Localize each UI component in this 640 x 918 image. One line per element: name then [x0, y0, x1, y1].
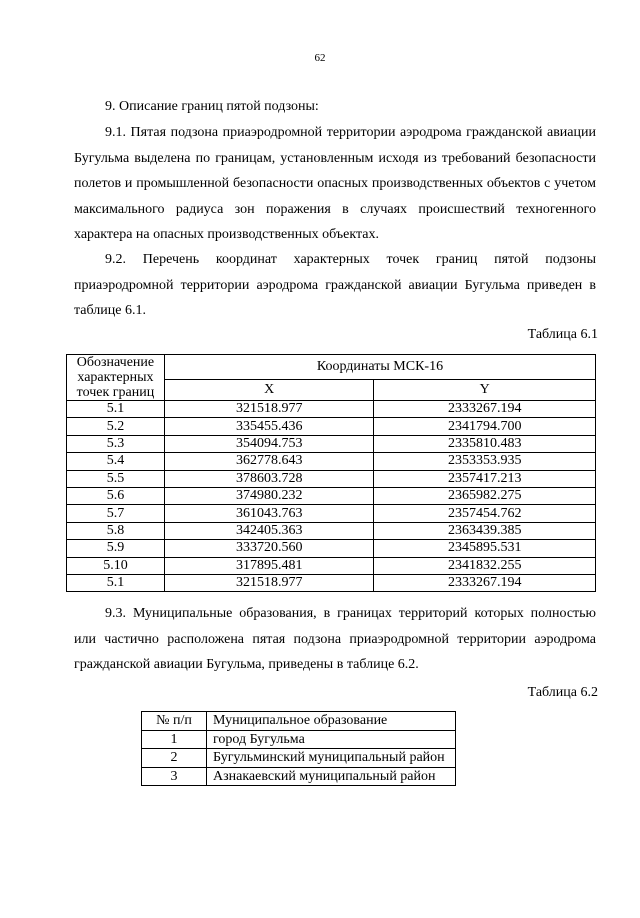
- cell-y: 2335810.483: [374, 435, 596, 452]
- section-heading: 9. Описание границ пятой подзоны:: [105, 99, 319, 114]
- cell-x: 321518.977: [164, 574, 374, 591]
- paragraph-9-2: 9.2. Перечень координат характерных точек границ пятой подзоны приаэродромной территории аэродрома гражданской авиации Бугульма приведен в таблице 6.1.: [74, 252, 596, 318]
- cell-y: 2333267.194: [374, 401, 596, 418]
- cell-y: 2363439.385: [374, 522, 596, 539]
- cell-point: 5.4: [67, 453, 165, 470]
- cell-num: 3: [142, 767, 207, 786]
- cell-x: 354094.753: [164, 435, 374, 452]
- cell-point: 5.8: [67, 522, 165, 539]
- header-num: № п/п: [142, 712, 207, 731]
- cell-point: 5.7: [67, 505, 165, 522]
- cell-point: 5.6: [67, 487, 165, 504]
- table-row: [67, 574, 596, 591]
- table-row: [142, 767, 456, 786]
- cell-x: 317895.481: [164, 557, 374, 574]
- header-x: X: [164, 380, 374, 401]
- cell-num: 1: [142, 730, 207, 749]
- table-row: [67, 470, 596, 487]
- header-municipality: Муниципальное образование: [207, 712, 456, 731]
- cell-point: 5.10: [67, 557, 165, 574]
- cell-x: 342405.363: [164, 522, 374, 539]
- cell-y: 2341794.700: [374, 418, 596, 435]
- table-row: [67, 418, 596, 435]
- table2-caption: Таблица 6.2: [527, 685, 598, 700]
- cell-y: 2357454.762: [374, 505, 596, 522]
- cell-y: 2345895.531: [374, 540, 596, 557]
- cell-x: 321518.977: [164, 401, 374, 418]
- table-row: [142, 749, 456, 768]
- table-row: [67, 557, 596, 574]
- cell-x: 335455.436: [164, 418, 374, 435]
- cell-point: 5.1: [67, 401, 165, 418]
- cell-x: 374980.232: [164, 487, 374, 504]
- cell-point: 5.1: [67, 574, 165, 591]
- table-row: [67, 540, 596, 557]
- paragraph-9-1: 9.1. Пятая подзона приаэродромной территории аэродрома гражданской авиации Бугульма выделена по границам, установленным исходя из требований безопасности полетов и промышленной безопасности опасных производственных объектов с учетом максимального радиуса зон поражения в случаях происшествий техногенного характера на опасных производственных объектах.: [74, 125, 596, 242]
- cell-x: 362778.643: [164, 453, 374, 470]
- cell-y: 2333267.194: [374, 574, 596, 591]
- table-row: [67, 505, 596, 522]
- cell-y: 2341832.255: [374, 557, 596, 574]
- cell-municipality: Азнакаевский муниципальный район: [207, 767, 456, 786]
- header-point: Обозначение характерных точек границ: [67, 355, 165, 401]
- cell-x: 378603.728: [164, 470, 374, 487]
- cell-x: 333720.560: [164, 540, 374, 557]
- cell-point: 5.9: [67, 540, 165, 557]
- table-row: [67, 401, 596, 418]
- table-row: [67, 487, 596, 504]
- cell-num: 2: [142, 749, 207, 768]
- cell-point: 5.5: [67, 470, 165, 487]
- cell-municipality: Бугульминский муниципальный район: [207, 749, 456, 768]
- header-y: Y: [374, 380, 596, 401]
- table-row: [67, 435, 596, 452]
- cell-municipality: город Бугульма: [207, 730, 456, 749]
- cell-y: 2353353.935: [374, 453, 596, 470]
- cell-y: 2365982.275: [374, 487, 596, 504]
- table1-caption: Таблица 6.1: [527, 327, 598, 342]
- paragraph-9-3: 9.3. Муниципальные образования, в границах территорий которых полностью или частично расположена пятая подзона приаэродромной территории аэродрома гражданской авиации Бугульма, приведены в таблице 6.2.: [74, 606, 596, 672]
- table-row: [67, 522, 596, 539]
- coordinates-table: [66, 354, 596, 592]
- municipalities-table: [141, 711, 456, 786]
- table-row: [142, 730, 456, 749]
- table-row: [67, 453, 596, 470]
- cell-x: 361043.763: [164, 505, 374, 522]
- header-coordinates: Координаты МСК-16: [164, 355, 595, 380]
- cell-y: 2357417.213: [374, 470, 596, 487]
- cell-point: 5.2: [67, 418, 165, 435]
- cell-point: 5.3: [67, 435, 165, 452]
- page-number: 62: [314, 52, 326, 64]
